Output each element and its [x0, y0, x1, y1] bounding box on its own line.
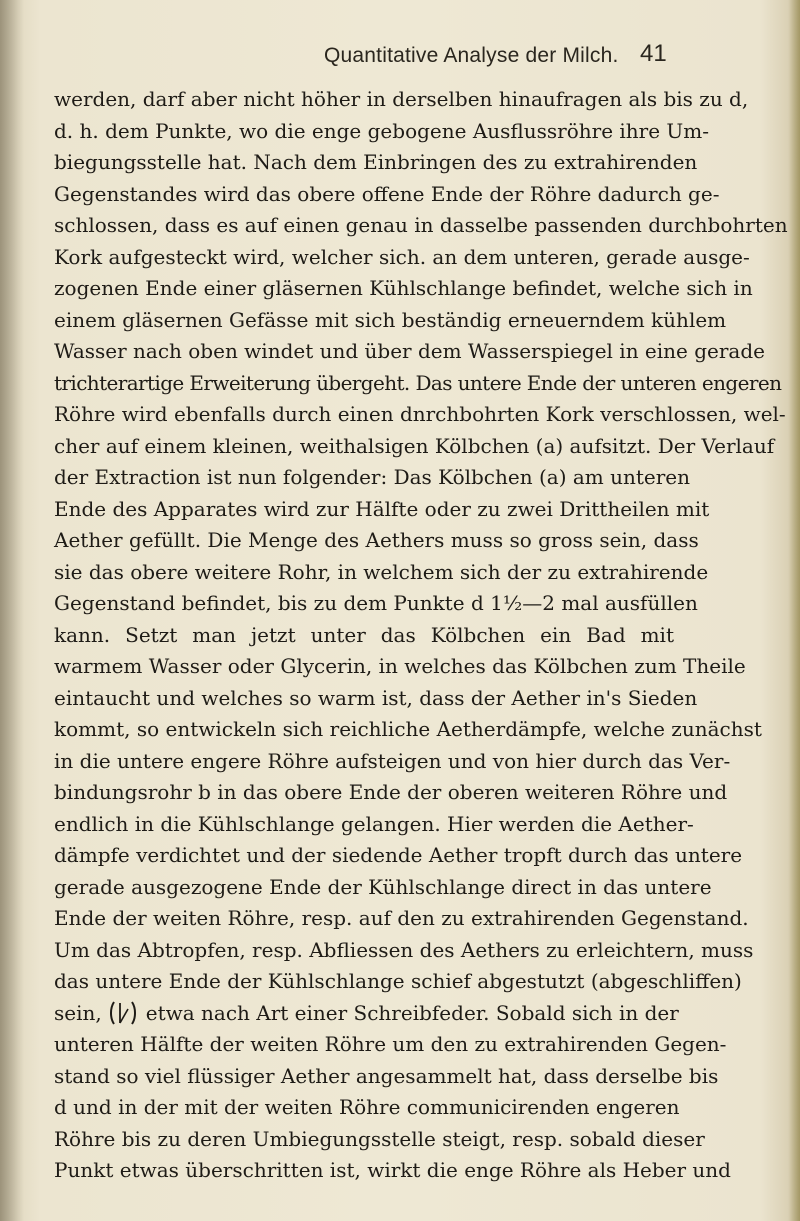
page-header	[0, 40, 800, 74]
text-line-with-sketch	[54, 998, 679, 1030]
text-line: in die untere engere Röhre aufsteigen und von hier durch das Ver-	[54, 748, 731, 773]
text-line: d. h. dem Punkte, wo die enge gebogene Ausflussröhre ihre Um-	[54, 118, 709, 143]
text-line: eintaucht und welches so warm ist, dass der Aether in's Sieden	[54, 685, 698, 710]
text-line: Gegenstandes wird das obere offene Ende der Röhre dadurch ge-	[54, 181, 720, 206]
text-line: gerade ausgezogene Ende der Kühlschlange direct in das untere	[54, 874, 712, 899]
text-line: kommt, so entwickeln sich reichliche Aetherdämpfe, welche zunächst	[54, 717, 762, 741]
text-line: endlich in die Kühlschlange gelangen. Hier werden die Aether-	[54, 811, 694, 836]
text-line: trichterartige Erweiterung übergeht. Das untere Ende der unteren engeren	[54, 370, 782, 395]
gutter-shadow	[0, 0, 24, 1221]
text-line: werden, darf aber nicht höher in derselben hinaufragen als bis zu d,	[54, 87, 749, 111]
text-line: warmem Wasser oder Glycerin, in welches das Kölbchen zum Theile	[54, 654, 746, 678]
text-line: bindungsrohr b in das obere Ende der oberen weiteren Röhre und	[54, 780, 728, 804]
running-title: Quantitative Analyse der Milch.	[324, 44, 619, 67]
text-line: Wasser nach oben windet und über dem Wasserspiegel in eine gerade	[54, 339, 765, 363]
text-line: Aether gefüllt. Die Menge des Aethers muss so gross sein, dass	[54, 528, 699, 552]
text-line: Punkt etwas überschritten ist, wirkt die enge Röhre als Heber und	[54, 1158, 731, 1182]
text-line: das untere Ende der Kühlschlange schief abgestutzt (abgeschliffen)	[54, 969, 742, 993]
text-line: Röhre bis zu deren Umbiegungsstelle steigt, resp. sobald dieser	[54, 1126, 705, 1151]
text-line: Ende der weiten Röhre, resp. auf den zu extrahirenden Gegenstand.	[54, 906, 749, 930]
text-line: d und in der mit der weiten Röhre communicirenden engeren	[54, 1095, 680, 1119]
text-line: dämpfe verdichtet und der siedende Aether tropft durch das untere	[54, 843, 743, 867]
text-line: Röhre wird ebenfalls durch einen dnrchbohrten Kork verschlossen, wel-	[54, 402, 786, 426]
sketch-line-before: sein,	[54, 1000, 102, 1025]
sketch-line-after: etwa nach Art einer Schreibfeder. Sobald sich in der	[145, 1000, 679, 1025]
text-line: schlossen, dass es auf einen genau in dasselbe passenden durchbohrten	[54, 213, 788, 237]
page-number: 41	[640, 40, 667, 67]
page-edge	[788, 0, 800, 1221]
text-line: stand so viel flüssiger Aether angesammelt hat, dass derselbe bis	[54, 1063, 719, 1088]
text-line: sie das obere weitere Rohr, in welchem sich der zu extrahirende	[54, 559, 709, 584]
text-line: kann. Setzt man jetzt unter das Kölbchen ein Bad mit	[54, 622, 674, 647]
text-line: Gegenstand befindet, bis zu dem Punkte d 1½—2 mal ausfüllen	[54, 591, 698, 615]
text-line: Kork aufgesteckt wird, welcher sich. an dem unteren, gerade ausge-	[54, 244, 750, 269]
slanted-tube-end-icon	[108, 1000, 138, 1026]
text-line: der Extraction ist nun folgender: Das Kölbchen (a) am unteren	[54, 465, 691, 489]
text-line: cher auf einem kleinen, weithalsigen Kölbchen (a) aufsitzt. Der Verlauf	[54, 433, 775, 458]
text-line: zogenen Ende einer gläsernen Kühlschlange befindet, welche sich in	[54, 276, 753, 300]
text-line: Um das Abtropfen, resp. Abfliessen des Aethers zu erleichtern, muss	[54, 937, 754, 962]
text-line: biegungsstelle hat. Nach dem Einbringen des zu extrahirenden	[54, 150, 698, 174]
text-line: einem gläsernen Gefässe mit sich beständig erneuerndem kühlem	[54, 307, 727, 332]
text-line: unteren Hälfte der weiten Röhre um den zu extrahirenden Gegen-	[54, 1032, 727, 1056]
body-text	[54, 84, 788, 1187]
text-line: Ende des Apparates wird zur Hälfte oder zu zwei Drittheilen mit	[54, 496, 710, 521]
